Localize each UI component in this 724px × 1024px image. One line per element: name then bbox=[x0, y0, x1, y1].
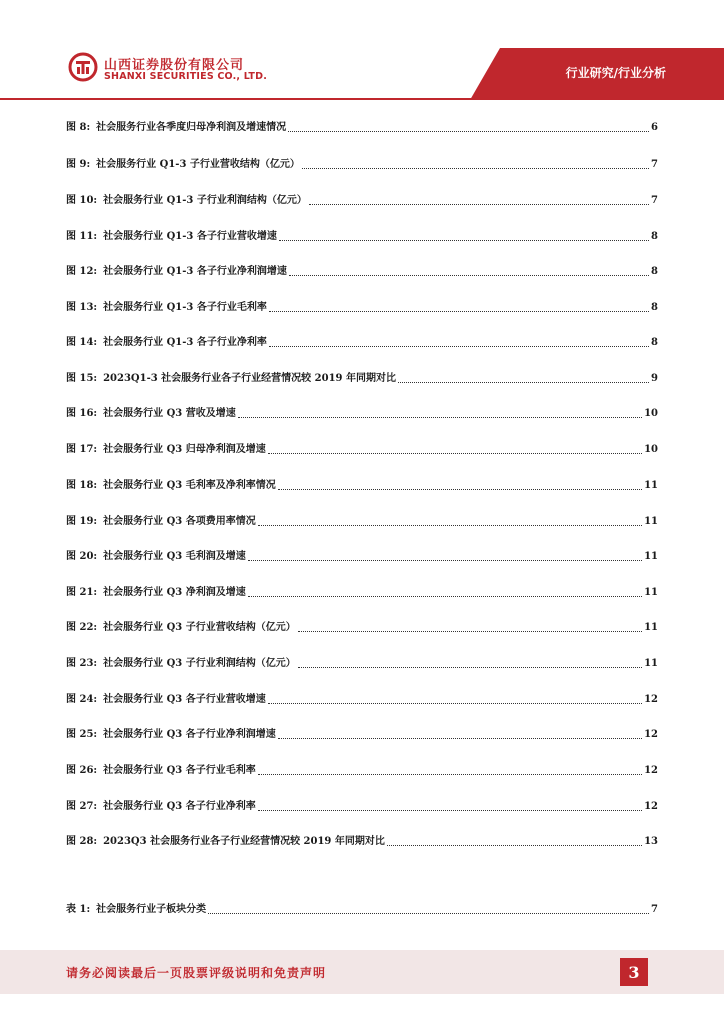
toc-entry-page: 11 bbox=[644, 622, 658, 633]
toc-entry[interactable] bbox=[66, 620, 658, 636]
company-logo-icon bbox=[68, 52, 98, 82]
toc-entry-number: 图 23: bbox=[66, 658, 98, 669]
toc-entry-page: 8 bbox=[651, 231, 658, 242]
toc-entry-title: 社会服务行业各季度归母净利润及增速情况 bbox=[96, 122, 287, 133]
toc-entry[interactable] bbox=[66, 692, 658, 708]
toc-entry-title: 社会服务行业 Q1-3 子行业营收结构（亿元） bbox=[96, 159, 300, 170]
toc-entry-title: 社会服务行业 Q3 各项费用率情况 bbox=[103, 516, 256, 527]
toc-entry[interactable] bbox=[66, 799, 658, 815]
toc-entry-number: 图 26: bbox=[66, 765, 98, 776]
toc-entry-page: 11 bbox=[644, 587, 658, 598]
company-name-en: SHANXI SECURITIES CO., LTD. bbox=[104, 71, 268, 82]
toc-entry-number: 图 28: bbox=[66, 836, 98, 847]
toc-entry-title: 社会服务行业 Q3 各子行业净利率 bbox=[103, 801, 256, 812]
toc-entry-page: 9 bbox=[651, 373, 658, 384]
toc-dot-leader bbox=[238, 416, 642, 418]
toc-entry-number: 图 9: bbox=[66, 159, 91, 170]
toc-entry[interactable] bbox=[66, 120, 658, 136]
header-red-band bbox=[0, 0, 724, 100]
toc-entry-title: 社会服务行业 Q1-3 各子行业净利润增速 bbox=[103, 266, 287, 277]
toc-entry-page: 7 bbox=[651, 159, 658, 170]
toc-dot-leader bbox=[258, 809, 642, 811]
toc-dot-leader bbox=[248, 595, 642, 597]
disclaimer-notice: 请务必阅读最后一页股票评级说明和免责声明 bbox=[66, 966, 327, 980]
toc-entry[interactable] bbox=[66, 335, 658, 351]
toc-entry-title: 社会服务行业 Q1-3 子行业利润结构（亿元） bbox=[103, 195, 307, 206]
toc-entry-page: 12 bbox=[644, 694, 658, 705]
toc-entry-number: 图 25: bbox=[66, 729, 98, 740]
toc-entry-number: 图 20: bbox=[66, 551, 98, 562]
toc-entry-number: 图 10: bbox=[66, 195, 98, 206]
toc-dot-leader bbox=[278, 737, 642, 739]
toc-entry-number: 图 13: bbox=[66, 302, 98, 313]
toc-dot-leader bbox=[248, 559, 642, 561]
page-header bbox=[0, 0, 724, 100]
toc-entry-page: 7 bbox=[651, 904, 658, 915]
toc-entry-number: 图 8: bbox=[66, 122, 91, 133]
toc-entry-page: 7 bbox=[651, 195, 658, 206]
toc-entry-page: 11 bbox=[644, 480, 658, 491]
toc-entry-page: 11 bbox=[644, 658, 658, 669]
toc-entry-page: 8 bbox=[651, 266, 658, 277]
toc-entry[interactable] bbox=[66, 514, 658, 530]
toc-entry-number: 图 19: bbox=[66, 516, 98, 527]
toc-dot-leader bbox=[398, 381, 649, 383]
toc-entry[interactable] bbox=[66, 300, 658, 316]
toc-entry-title: 社会服务行业 Q3 归母净利润及增速 bbox=[103, 444, 266, 455]
toc-entry-number: 图 16: bbox=[66, 408, 98, 419]
toc-dot-leader bbox=[309, 203, 649, 205]
toc-dot-leader bbox=[289, 274, 649, 276]
toc-entry-page: 8 bbox=[651, 337, 658, 348]
toc-entry[interactable] bbox=[66, 727, 658, 743]
toc-entry[interactable] bbox=[66, 406, 658, 422]
toc-entry-title: 2023Q3 社会服务行业各子行业经营情况较 2019 年同期对比 bbox=[103, 836, 385, 847]
toc-entry-title: 社会服务行业 Q3 子行业利润结构（亿元） bbox=[103, 658, 296, 669]
toc-dot-leader bbox=[258, 524, 642, 526]
toc-entry-page: 12 bbox=[644, 801, 658, 812]
toc-dot-leader bbox=[298, 666, 642, 668]
toc-entry-number: 图 14: bbox=[66, 337, 98, 348]
page-number: 3 bbox=[620, 958, 648, 986]
page-footer bbox=[0, 950, 724, 994]
report-section-label: 行业研究/行业分析 bbox=[565, 66, 666, 80]
toc-entry-page: 10 bbox=[644, 408, 658, 419]
toc-entry-title: 社会服务行业 Q1-3 各子行业毛利率 bbox=[103, 302, 267, 313]
toc-entry-number: 图 21: bbox=[66, 587, 98, 598]
toc-dot-leader bbox=[258, 773, 642, 775]
toc-entry-title: 社会服务行业 Q3 营收及增速 bbox=[103, 408, 236, 419]
toc-entry-title: 社会服务行业 Q3 各子行业营收增速 bbox=[103, 694, 266, 705]
toc-entry-title: 2023Q1-3 社会服务行业各子行业经营情况较 2019 年同期对比 bbox=[103, 373, 396, 384]
toc-entry[interactable] bbox=[66, 371, 658, 387]
toc-entry-number: 图 27: bbox=[66, 801, 98, 812]
toc-entry-title: 社会服务行业 Q3 净利润及增速 bbox=[103, 587, 246, 598]
toc-entry-title: 社会服务行业 Q1-3 各子行业净利率 bbox=[103, 337, 267, 348]
toc-dot-leader bbox=[387, 844, 642, 846]
toc-entry[interactable] bbox=[66, 902, 658, 918]
toc-dot-leader bbox=[279, 239, 649, 241]
toc-entry-number: 图 24: bbox=[66, 694, 98, 705]
toc-entry[interactable] bbox=[66, 763, 658, 779]
toc-dot-leader bbox=[268, 452, 642, 454]
toc-entry-title: 社会服务行业 Q3 毛利率及净利率情况 bbox=[103, 480, 276, 491]
toc-entry-page: 12 bbox=[644, 729, 658, 740]
toc-entry[interactable] bbox=[66, 549, 658, 565]
toc-dot-leader bbox=[288, 130, 649, 132]
toc-entry-page: 12 bbox=[644, 765, 658, 776]
company-name-cn: 山西证券股份有限公司 bbox=[104, 58, 245, 73]
toc-entry-number: 图 12: bbox=[66, 266, 98, 277]
toc-entry-number: 表 1: bbox=[66, 904, 91, 915]
toc-dot-leader bbox=[268, 702, 642, 704]
toc-entry-title: 社会服务行业 Q3 各子行业净利润增速 bbox=[103, 729, 276, 740]
toc-entry-page: 11 bbox=[644, 551, 658, 562]
toc-entry[interactable] bbox=[66, 264, 658, 280]
toc-entry-title: 社会服务行业 Q3 各子行业毛利率 bbox=[103, 765, 256, 776]
toc-entry-number: 图 22: bbox=[66, 622, 98, 633]
toc-entry[interactable] bbox=[66, 157, 658, 173]
toc-entry[interactable] bbox=[66, 478, 658, 494]
toc-dot-leader bbox=[269, 345, 649, 347]
toc-entry-title: 社会服务行业 Q3 子行业营收结构（亿元） bbox=[103, 622, 296, 633]
toc-dot-leader bbox=[302, 167, 649, 169]
toc-entry-page: 6 bbox=[651, 122, 658, 133]
toc-dot-leader bbox=[269, 310, 649, 312]
toc-dot-leader bbox=[208, 912, 649, 914]
toc-entry-page: 11 bbox=[644, 516, 658, 527]
toc-entry-page: 8 bbox=[651, 302, 658, 313]
toc-entry[interactable] bbox=[66, 585, 658, 601]
toc-entry[interactable] bbox=[66, 442, 658, 458]
toc-entry[interactable] bbox=[66, 656, 658, 672]
toc-entry-number: 图 18: bbox=[66, 480, 98, 491]
toc-entry-title: 社会服务行业 Q1-3 各子行业营收增速 bbox=[103, 231, 277, 242]
toc-entry-title: 社会服务行业子板块分类 bbox=[96, 904, 207, 915]
toc-entry[interactable] bbox=[66, 193, 658, 209]
toc-entry-title: 社会服务行业 Q3 毛利润及增速 bbox=[103, 551, 246, 562]
toc-dot-leader bbox=[278, 488, 642, 490]
toc-entry-number: 图 17: bbox=[66, 444, 98, 455]
toc-entry-number: 图 11: bbox=[66, 231, 98, 242]
toc-dot-leader bbox=[298, 630, 642, 632]
toc-entry[interactable] bbox=[66, 834, 658, 850]
toc-entry-page: 13 bbox=[644, 836, 658, 847]
toc-entry-number: 图 15: bbox=[66, 373, 98, 384]
toc-entry[interactable] bbox=[66, 229, 658, 245]
toc-entry-page: 10 bbox=[644, 444, 658, 455]
